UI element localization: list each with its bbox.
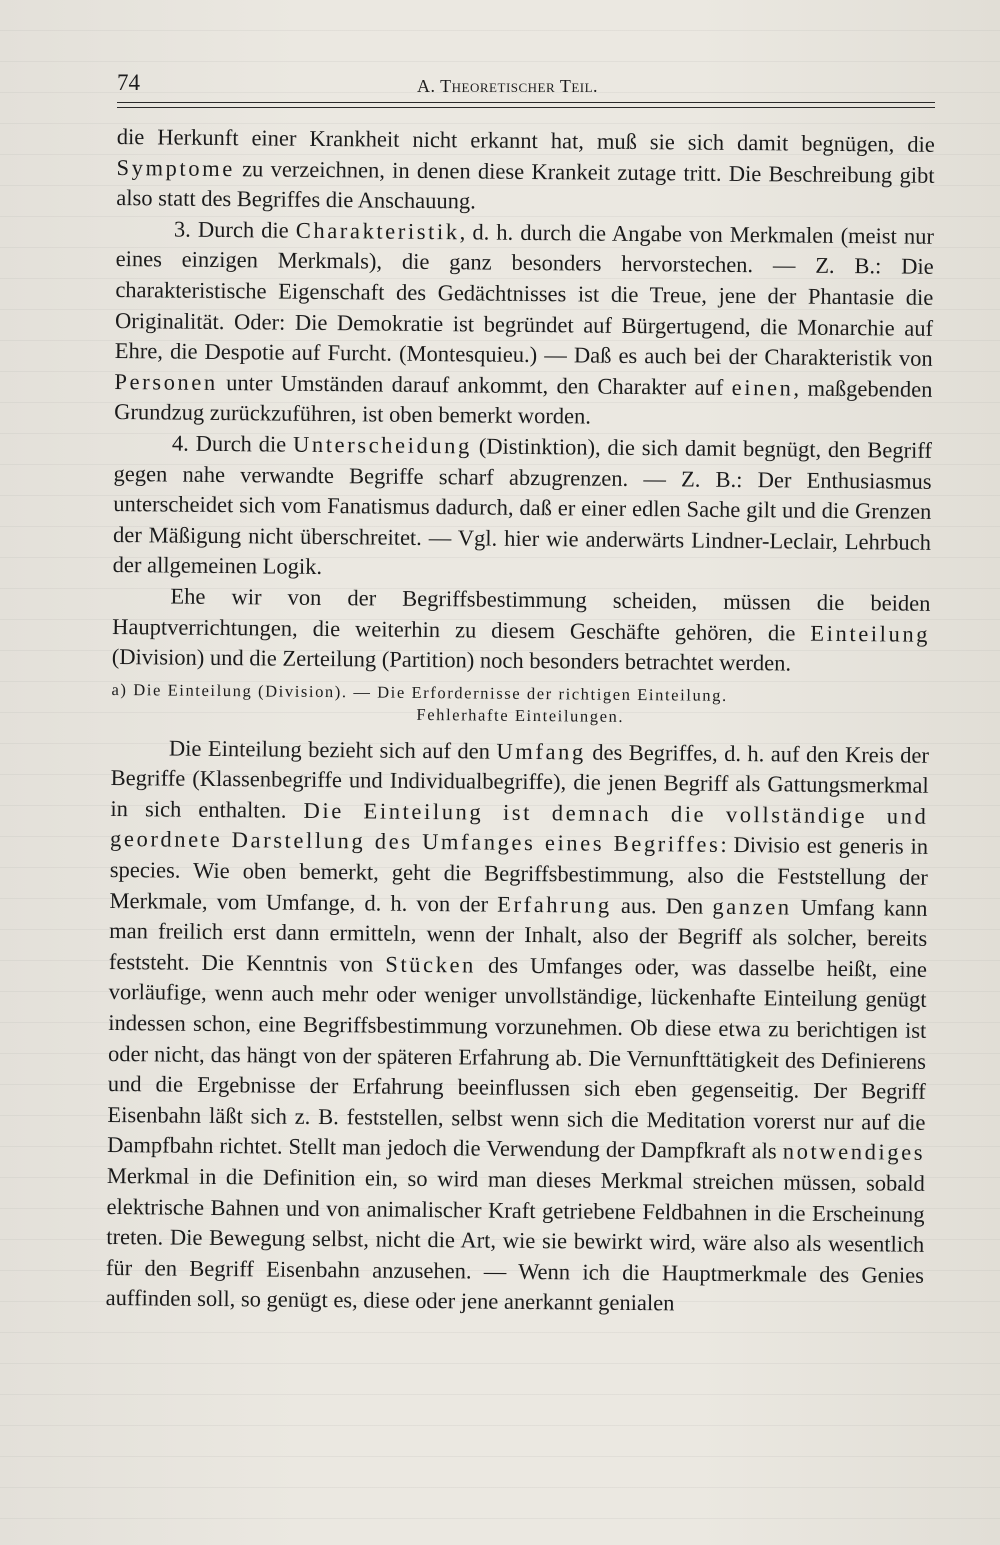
- paragraph-characteristic: 3. Durch die Charakteristik, d. h. durch die Angabe von Merkmalen (meist nur eines einzigen Merkmals), die ganz besonders hervorstechen. — Z. B.: Die charakteristische Eigenschaft des Gedächtnisses ist die Treue, jene der Phantasie die Originalität. Oder: Die Demokratie ist begründet auf Bürgertugend, die Monarchie auf Ehre, die Despotie auf Furcht. (Montesquieu.) — Daß es auch bei der Charakteristik von Personen unter Umständen darauf ankommt, den Charakter auf einen, maßgebenden Grundzug zurückzuführen, ist oben bemerkt worden.: [114, 216, 935, 429]
- header-rule-thin: [117, 107, 935, 108]
- page-number: 74: [117, 70, 140, 95]
- paragraph-division-intro: Ehe wir von der Begriffsbestimmung scheiden, müssen die beiden Hauptverrichtungen, die weiterhin zu diesem Geschäfte gehören, die Einteilung (Division) und die Zerteilung (Partition) noch besonders betrachtet werden.: [111, 583, 931, 676]
- paragraph-continuation: die Herkunft einer Krankheit nicht erkannt hat, muß sie sich damit begnügen, die Symptome zu verzeichnen, in denen diese Krankeit zutage tritt. Die Beschreibung gibt also statt des Begriffes die Anschauung.: [116, 123, 935, 214]
- paragraph-distinction: 4. Durch die Unterscheidung (Distinktion), die sich damit begnügt, den Begriff gegen nahe verwandte Begriffe scharf abzugrenzen. — Z. B.: Der Enthusiasmus unterscheidet sich vom Fanatismus dadurch, daß er einer edlen Sache gilt und die Grenzen der Mäßigung nicht überschreitet. — Vgl. hier wie anderwärts Lindner-Leclair, Lehrbuch der allgemeinen Logik.: [112, 430, 933, 580]
- body-text: [106, 122, 935, 1322]
- header-rule: [117, 102, 935, 103]
- running-head: A. Theoretischer Teil.: [417, 76, 599, 96]
- paragraph-division: Die Einteilung bezieht sich auf den Umfang des Begriffes, d. h. auf den Kreis der Begriffe (Klassenbegriffe und Individualbegriffe), die jenen Begriff als Gattungsmerkmal in sich enthalten. Die Einteilung ist demnach die vollständige und geordnete Darstellung des Umfanges eines Begriffes: Divisio est generis in species. Wie oben bemerkt, geht die Begriffsbestimmung, also die Feststellung der Merkmale, vom Umfange, d. h. von der Erfahrung aus. Den ganzen Umfang kann man freilich erst dann ermitteln, wenn der Inhalt, also der Begriff als solcher, bereits feststeht. Die Kenntnis von Stücken des Umfanges oder, was dasselbe heißt, eine vorläufige, wenn auch mehr oder weniger unvollständige, lückenhafte Einteilung genügt indessen schon, eine Begriffsbestimmung vorzunehmen. Ob diese etwa zu berichtigen ist oder nicht, das hängt von der späteren Erfahrung ab. Die Vernunfttätigkeit des Definierens und die Ergebnisse der Erfahrung beeinflussen sich eben gegenseitig. Der Begriff Eisenbahn läßt sich z. B. feststellen, selbst wenn sich die Meditation vorerst nur auf die Dampfbahn richtet. Stellt man jedoch die Verwendung der Dampfkraft als notwendiges Merkmal in die Definition ein, so wird man dieses Merkmal streichen müssen, sobald elektrische Bahnen und von animalischer Kraft getriebene Feldbahnen in die Erscheinung treten. Die Bewegung selbst, nicht die Art, wie sie bewirkt wird, wäre also als wesentlich für den Begriff Eisenbahn anzusehen. — Wenn ich die Hauptmerkmale des Genies auffinden soll, so genügt es, diese oder jene anerkannt genialen: [105, 735, 930, 1316]
- page-header: [117, 70, 935, 110]
- section-subheading: a) Die Einteilung (Division). — Die Erfordernisse der richtigen Einteilung. Fehlerhafte Einteilungen.: [111, 679, 728, 726]
